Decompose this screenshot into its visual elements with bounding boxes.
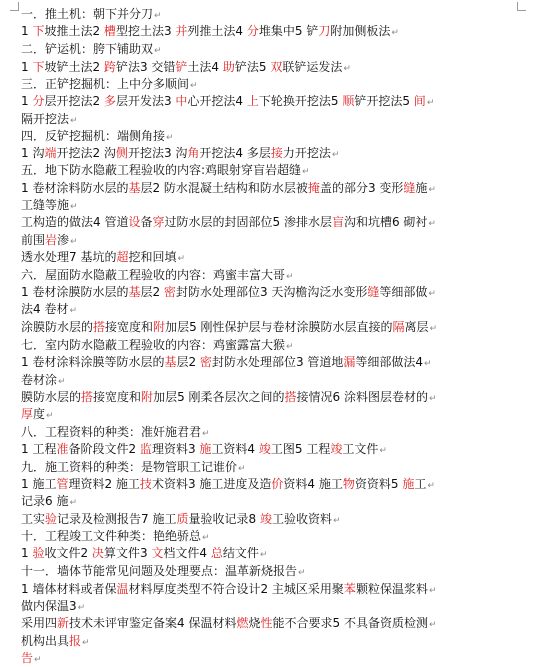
text-line bbox=[21, 355, 527, 371]
text-segment: 过防水层的封固部位5 渗排水层 bbox=[164, 215, 332, 229]
text-segment: 附加侧板法 bbox=[330, 24, 391, 38]
paragraph-mark-icon: ↵ bbox=[428, 586, 437, 596]
highlighted-text: 超 bbox=[116, 250, 129, 264]
highlighted-text: 多 bbox=[103, 94, 116, 108]
highlighted-text: 双 bbox=[270, 60, 283, 74]
text-segment: 工实 bbox=[21, 512, 46, 526]
highlighted-text: 刀 bbox=[318, 24, 331, 38]
paragraph-mark-icon: ↵ bbox=[202, 429, 210, 439]
highlighted-text: 助 bbox=[222, 60, 235, 74]
highlighted-text: 漏 bbox=[343, 355, 356, 369]
text-segment: 层2 bbox=[176, 355, 200, 369]
text-line bbox=[21, 7, 527, 23]
text-segment: 层开挖法2 bbox=[44, 94, 104, 108]
highlighted-text: 性 bbox=[260, 616, 273, 630]
highlighted-text: 竣 bbox=[259, 512, 272, 526]
paragraph-mark-icon: ↵ bbox=[429, 324, 438, 334]
paragraph-mark-icon: ↵ bbox=[154, 11, 162, 21]
text-segment: 1 墙体材料或者保 bbox=[21, 582, 117, 596]
text-line bbox=[21, 582, 527, 598]
highlighted-text: 角 bbox=[187, 146, 200, 160]
highlighted-text: 物 bbox=[342, 477, 355, 491]
paragraph-mark-icon: ↵ bbox=[238, 464, 246, 474]
text-segment: 堆集中5 铲 bbox=[258, 24, 319, 38]
highlighted-text: 新 bbox=[57, 616, 70, 630]
text-segment: 1 bbox=[21, 24, 33, 38]
highlighted-text: 报 bbox=[69, 634, 82, 648]
text-line bbox=[21, 460, 527, 476]
text-segment: 1 卷材涂料涂膜等防水层的 bbox=[21, 355, 165, 369]
text-line bbox=[21, 494, 527, 510]
text-line bbox=[21, 616, 527, 632]
paragraph-mark-icon: ↵ bbox=[259, 550, 268, 560]
highlighted-text: 基 bbox=[128, 285, 141, 299]
text-segment: 六．屋面防水隐蔽工程验收的内容：鸡蜜丰富大哥 bbox=[21, 268, 286, 282]
paragraph-mark-icon: ↵ bbox=[202, 533, 210, 543]
highlighted-text: 厚 bbox=[21, 407, 34, 421]
paragraph-mark-icon: ↵ bbox=[428, 620, 437, 630]
text-segment: 铲开挖法5 bbox=[354, 94, 414, 108]
highlighted-text: 验 bbox=[32, 546, 45, 560]
highlighted-text: 监 bbox=[139, 442, 152, 456]
text-segment: 1 bbox=[21, 60, 33, 74]
text-line bbox=[21, 651, 527, 667]
text-segment: 十一．墙体节能常见问题及处理要点：温革新烧报告 bbox=[21, 564, 298, 578]
text-segment: 隔开挖法 bbox=[21, 112, 70, 126]
text-line bbox=[21, 529, 527, 545]
highlighted-text: 间 bbox=[413, 94, 426, 108]
text-line bbox=[21, 390, 527, 406]
text-line bbox=[21, 77, 527, 93]
highlighted-text: 附 bbox=[141, 390, 154, 404]
text-line bbox=[21, 338, 527, 354]
paragraph-mark-icon: ↵ bbox=[34, 654, 42, 665]
highlighted-text: 下 bbox=[32, 60, 45, 74]
text-segment: 度 bbox=[33, 407, 46, 421]
text-line bbox=[21, 146, 527, 162]
text-segment: 能不合要求5 不具备资质检测 bbox=[272, 616, 428, 630]
text-segment: 工验收资料 bbox=[271, 512, 332, 526]
text-line bbox=[21, 442, 527, 458]
text-segment: 采用四 bbox=[21, 616, 58, 630]
text-segment: 渗 bbox=[57, 233, 70, 247]
text-segment: 五．地下防水隐蔽工程验收的内容:鸡眼射穿盲岩超缝 bbox=[21, 163, 302, 177]
paragraph-mark-icon: ↵ bbox=[428, 289, 436, 299]
text-line bbox=[21, 94, 527, 110]
highlighted-text: 价 bbox=[271, 477, 284, 491]
paragraph-mark-icon: ↵ bbox=[190, 81, 198, 91]
highlighted-text: 分 bbox=[246, 24, 259, 38]
highlighted-text: 密 bbox=[199, 355, 212, 369]
highlighted-text: 技 bbox=[139, 477, 152, 491]
text-segment: 加层5 刚柔各层次之间的 bbox=[153, 390, 285, 404]
paragraph-mark-icon: ↵ bbox=[70, 202, 78, 212]
highlighted-text: 顺 bbox=[342, 94, 355, 108]
text-line bbox=[21, 599, 527, 615]
paragraph-mark-icon: ↵ bbox=[331, 150, 340, 160]
paragraph-mark-icon: ↵ bbox=[77, 603, 86, 613]
text-segment: 四．反铲挖掘机：端侧角接 bbox=[21, 129, 166, 143]
text-segment: 透水处理7 基坑的 bbox=[21, 250, 117, 264]
highlighted-text: 铲 bbox=[175, 60, 188, 74]
text-segment: 加层5 刚性保护层与卷材涂膜防水层直接的 bbox=[165, 320, 393, 334]
text-segment: 层2 bbox=[140, 285, 164, 299]
highlighted-text: 管 bbox=[56, 477, 69, 491]
text-segment: 记录及检测报告7 施工 bbox=[57, 512, 177, 526]
highlighted-text: 文 bbox=[151, 546, 164, 560]
text-segment: 坡推土法2 bbox=[44, 24, 104, 38]
text-segment: 下轮换开挖法5 bbox=[258, 94, 343, 108]
paragraph-mark-icon: ↵ bbox=[70, 116, 78, 126]
text-line bbox=[21, 285, 527, 301]
paragraph-mark-icon: ↵ bbox=[302, 167, 310, 177]
text-line bbox=[21, 634, 527, 650]
highlighted-text: 基 bbox=[164, 355, 177, 369]
text-segment: 铲法5 bbox=[234, 60, 271, 74]
text-segment: 接情况6 涂料图层卷材的 bbox=[296, 390, 428, 404]
text-line bbox=[21, 42, 527, 58]
highlighted-text: 基 bbox=[128, 181, 141, 195]
text-segment: 技术未评审鉴定备案4 保温材料 bbox=[69, 616, 237, 630]
paragraph-mark-icon: ↵ bbox=[298, 568, 306, 578]
paragraph-mark-icon: ↵ bbox=[82, 638, 90, 648]
paragraph-mark-icon: ↵ bbox=[286, 272, 294, 282]
paragraph-mark-icon: ↵ bbox=[427, 481, 435, 491]
text-line bbox=[21, 425, 527, 441]
paragraph-mark-icon: ↵ bbox=[428, 185, 436, 195]
text-segment: 盖的部分3 变形 bbox=[319, 181, 404, 195]
highlighted-text: 岩 bbox=[45, 233, 58, 247]
highlighted-text: 准 bbox=[56, 442, 69, 456]
text-segment: 1 施工 bbox=[21, 477, 57, 491]
text-segment: 1 bbox=[21, 94, 33, 108]
highlighted-text: 附 bbox=[153, 320, 166, 334]
text-segment: 工文件 bbox=[342, 442, 379, 456]
text-line bbox=[21, 129, 527, 145]
text-segment: 1 bbox=[21, 546, 33, 560]
highlighted-text: 掩 bbox=[307, 181, 320, 195]
text-segment: 1 工程 bbox=[21, 442, 57, 456]
text-segment: 档文件4 bbox=[163, 546, 211, 560]
text-segment: 接宽度和 bbox=[105, 320, 154, 334]
text-segment: 卷材涂 bbox=[21, 373, 58, 387]
highlighted-text: 侧 bbox=[115, 146, 128, 160]
text-segment: 颗粒保温浆料 bbox=[355, 582, 428, 596]
paragraph-mark-icon: ↵ bbox=[343, 64, 351, 74]
text-line bbox=[21, 512, 527, 528]
highlighted-text: 搭 bbox=[81, 390, 94, 404]
text-segment: 心开挖法4 bbox=[187, 94, 247, 108]
highlighted-text: 缝 bbox=[403, 181, 416, 195]
paragraph-mark-icon: ↵ bbox=[70, 237, 78, 247]
paragraph-mark-icon: ↵ bbox=[166, 133, 174, 143]
highlighted-text: 温 bbox=[116, 582, 129, 596]
paragraph-mark-icon: ↵ bbox=[428, 394, 437, 404]
text-segment: 铲法3 交错 bbox=[115, 60, 176, 74]
text-line bbox=[21, 373, 527, 389]
highlighted-text: 质 bbox=[176, 512, 189, 526]
text-segment: 施 bbox=[415, 181, 428, 195]
text-line bbox=[21, 564, 527, 580]
highlighted-text: 燃 bbox=[236, 616, 249, 630]
highlighted-text: 中 bbox=[175, 94, 188, 108]
highlighted-text: 分 bbox=[32, 94, 45, 108]
text-segment: 层2 防水混凝土结构和防水层被 bbox=[140, 181, 308, 195]
text-line bbox=[21, 181, 527, 197]
text-segment: 备阶段文件2 bbox=[68, 442, 140, 456]
text-segment: 九．施工资料的种类：是物管职工记谁价 bbox=[21, 460, 238, 474]
text-line bbox=[21, 60, 527, 76]
text-segment: 工图5 工程 bbox=[270, 442, 331, 456]
text-line bbox=[21, 477, 527, 493]
highlighted-text: 槽 bbox=[103, 24, 116, 38]
paragraph-mark-icon: ↵ bbox=[46, 411, 54, 421]
paragraph-mark-icon: ↵ bbox=[428, 219, 436, 229]
text-line bbox=[21, 233, 527, 249]
page-corner-mark bbox=[10, 2, 19, 11]
text-segment: 一．推土机：朝下并分刀 bbox=[21, 7, 154, 21]
text-line bbox=[21, 407, 527, 423]
text-segment: 列推土法4 bbox=[187, 24, 247, 38]
highlighted-text: 穿 bbox=[152, 215, 165, 229]
text-line bbox=[21, 163, 527, 179]
highlighted-text: 施 bbox=[199, 442, 212, 456]
text-line bbox=[21, 215, 527, 231]
paragraph-mark-icon: ↵ bbox=[379, 446, 387, 456]
text-segment: 十．工程竣工文件种类：艳绝骄总 bbox=[21, 529, 202, 543]
text-segment: 等细部做 bbox=[379, 285, 428, 299]
text-segment: 八．工程资料的种类：准奸施君君 bbox=[21, 425, 202, 439]
highlighted-text: 设 bbox=[128, 215, 141, 229]
text-segment: 1 沟 bbox=[21, 146, 45, 160]
paragraph-mark-icon: ↵ bbox=[154, 46, 162, 56]
text-segment: 力开挖法 bbox=[282, 146, 331, 160]
highlighted-text: 搭 bbox=[284, 390, 297, 404]
text-segment: 七．室内防水隐蔽工程验收的内容：鸡蜜露富大猴 bbox=[21, 338, 286, 352]
text-segment: 结文件 bbox=[222, 546, 259, 560]
text-segment: 工资料4 bbox=[211, 442, 259, 456]
highlighted-text: 缝 bbox=[367, 285, 380, 299]
text-segment: 坡铲土法2 bbox=[44, 60, 104, 74]
text-segment: 量验收记录8 bbox=[188, 512, 260, 526]
text-segment: 接宽度和 bbox=[93, 390, 142, 404]
text-segment: 1 卷材涂膜防水层的 bbox=[21, 285, 129, 299]
text-line bbox=[21, 320, 527, 336]
highlighted-text: 施 bbox=[402, 477, 415, 491]
text-segment: 材料厚度类型不符合设计2 主城区采用聚 bbox=[128, 582, 344, 596]
text-segment: 资资料5 bbox=[354, 477, 403, 491]
paragraph-mark-icon: ↵ bbox=[426, 98, 435, 108]
text-segment: 开挖法2 沟 bbox=[56, 146, 116, 160]
text-line bbox=[21, 250, 527, 266]
text-segment: 膜防水层的 bbox=[21, 390, 82, 404]
text-segment: 土法4 bbox=[187, 60, 223, 74]
highlighted-text: 接 bbox=[270, 146, 283, 160]
text-segment: 记录6 施 bbox=[21, 494, 69, 508]
paragraph-mark-icon: ↵ bbox=[69, 498, 77, 508]
highlighted-text: 苯 bbox=[343, 582, 356, 596]
text-segment: 开挖法3 沟 bbox=[127, 146, 188, 160]
text-segment: 算文件3 bbox=[103, 546, 152, 560]
text-segment: 术资料3 施工进度及造 bbox=[151, 477, 272, 491]
text-line bbox=[21, 302, 527, 318]
text-segment: 封防水处理部位3 天沟檐沟泛水变形 bbox=[175, 285, 368, 299]
text-segment: 封防水处理部位3 管道地 bbox=[211, 355, 344, 369]
highlighted-text: 搭 bbox=[93, 320, 106, 334]
text-segment: 前围 bbox=[21, 233, 46, 247]
text-segment: 工构造的做法4 管道 bbox=[21, 215, 129, 229]
highlighted-text: 下 bbox=[32, 24, 45, 38]
highlighted-text: 竣 bbox=[330, 442, 343, 456]
highlighted-text: 隔 bbox=[392, 320, 405, 334]
text-line bbox=[21, 112, 527, 128]
text-segment: 等细部做法4 bbox=[355, 355, 424, 369]
text-segment: 理资料2 施工 bbox=[68, 477, 140, 491]
text-segment: 1 卷材涂料防水层的 bbox=[21, 181, 129, 195]
paragraph-mark-icon: ↵ bbox=[69, 306, 77, 316]
text-segment: 理资料3 bbox=[151, 442, 200, 456]
text-line bbox=[21, 198, 527, 214]
text-segment: 烧 bbox=[248, 616, 261, 630]
text-line bbox=[21, 546, 527, 562]
text-segment: 型挖土法3 bbox=[115, 24, 176, 38]
text-segment: 开挖法4 多层 bbox=[199, 146, 271, 160]
highlighted-text: 并 bbox=[175, 24, 188, 38]
paragraph-mark-icon: ↵ bbox=[177, 254, 186, 264]
paragraph-mark-icon: ↵ bbox=[58, 377, 66, 387]
text-segment: 收文件2 bbox=[44, 546, 92, 560]
text-segment: 沟和坑槽6 砌衬 bbox=[343, 215, 428, 229]
highlighted-text: 总 bbox=[210, 546, 223, 560]
text-segment: 法4 卷材 bbox=[21, 302, 69, 316]
paragraph-mark-icon: ↵ bbox=[332, 516, 341, 526]
highlighted-text: 端 bbox=[44, 146, 57, 160]
paragraph-mark-icon: ↵ bbox=[424, 359, 432, 369]
text-segment: 离层 bbox=[404, 320, 429, 334]
text-segment: 资料4 施工 bbox=[283, 477, 343, 491]
highlighted-text: 告 bbox=[21, 650, 34, 665]
highlighted-text: 盲 bbox=[331, 215, 344, 229]
highlighted-text: 竣 bbox=[258, 442, 271, 456]
text-segment: 层开发法3 bbox=[115, 94, 176, 108]
text-segment: 备 bbox=[140, 215, 153, 229]
text-line bbox=[21, 24, 527, 40]
paragraph-mark-icon: ↵ bbox=[391, 28, 399, 38]
text-segment: 工缝等施 bbox=[21, 198, 70, 212]
text-segment: 涂膜防水层的 bbox=[21, 320, 94, 334]
text-segment: 联铲运发法 bbox=[282, 60, 343, 74]
highlighted-text: 密 bbox=[163, 285, 176, 299]
highlighted-text: 跨 bbox=[103, 60, 116, 74]
text-line bbox=[21, 268, 527, 284]
highlighted-text: 上 bbox=[246, 94, 259, 108]
text-segment: 二．铲运机：胯下铺助双 bbox=[21, 42, 154, 56]
text-segment: 工 bbox=[414, 477, 427, 491]
highlighted-text: 决 bbox=[91, 546, 104, 560]
text-segment: 做内保温3 bbox=[21, 599, 77, 613]
text-segment: 挖和回填 bbox=[128, 250, 177, 264]
text-segment: 机构出具 bbox=[21, 634, 70, 648]
highlighted-text: 验 bbox=[45, 512, 58, 526]
text-segment: 三．正铲挖掘机：上中分多顺间 bbox=[21, 77, 190, 91]
paragraph-mark-icon: ↵ bbox=[286, 342, 294, 352]
